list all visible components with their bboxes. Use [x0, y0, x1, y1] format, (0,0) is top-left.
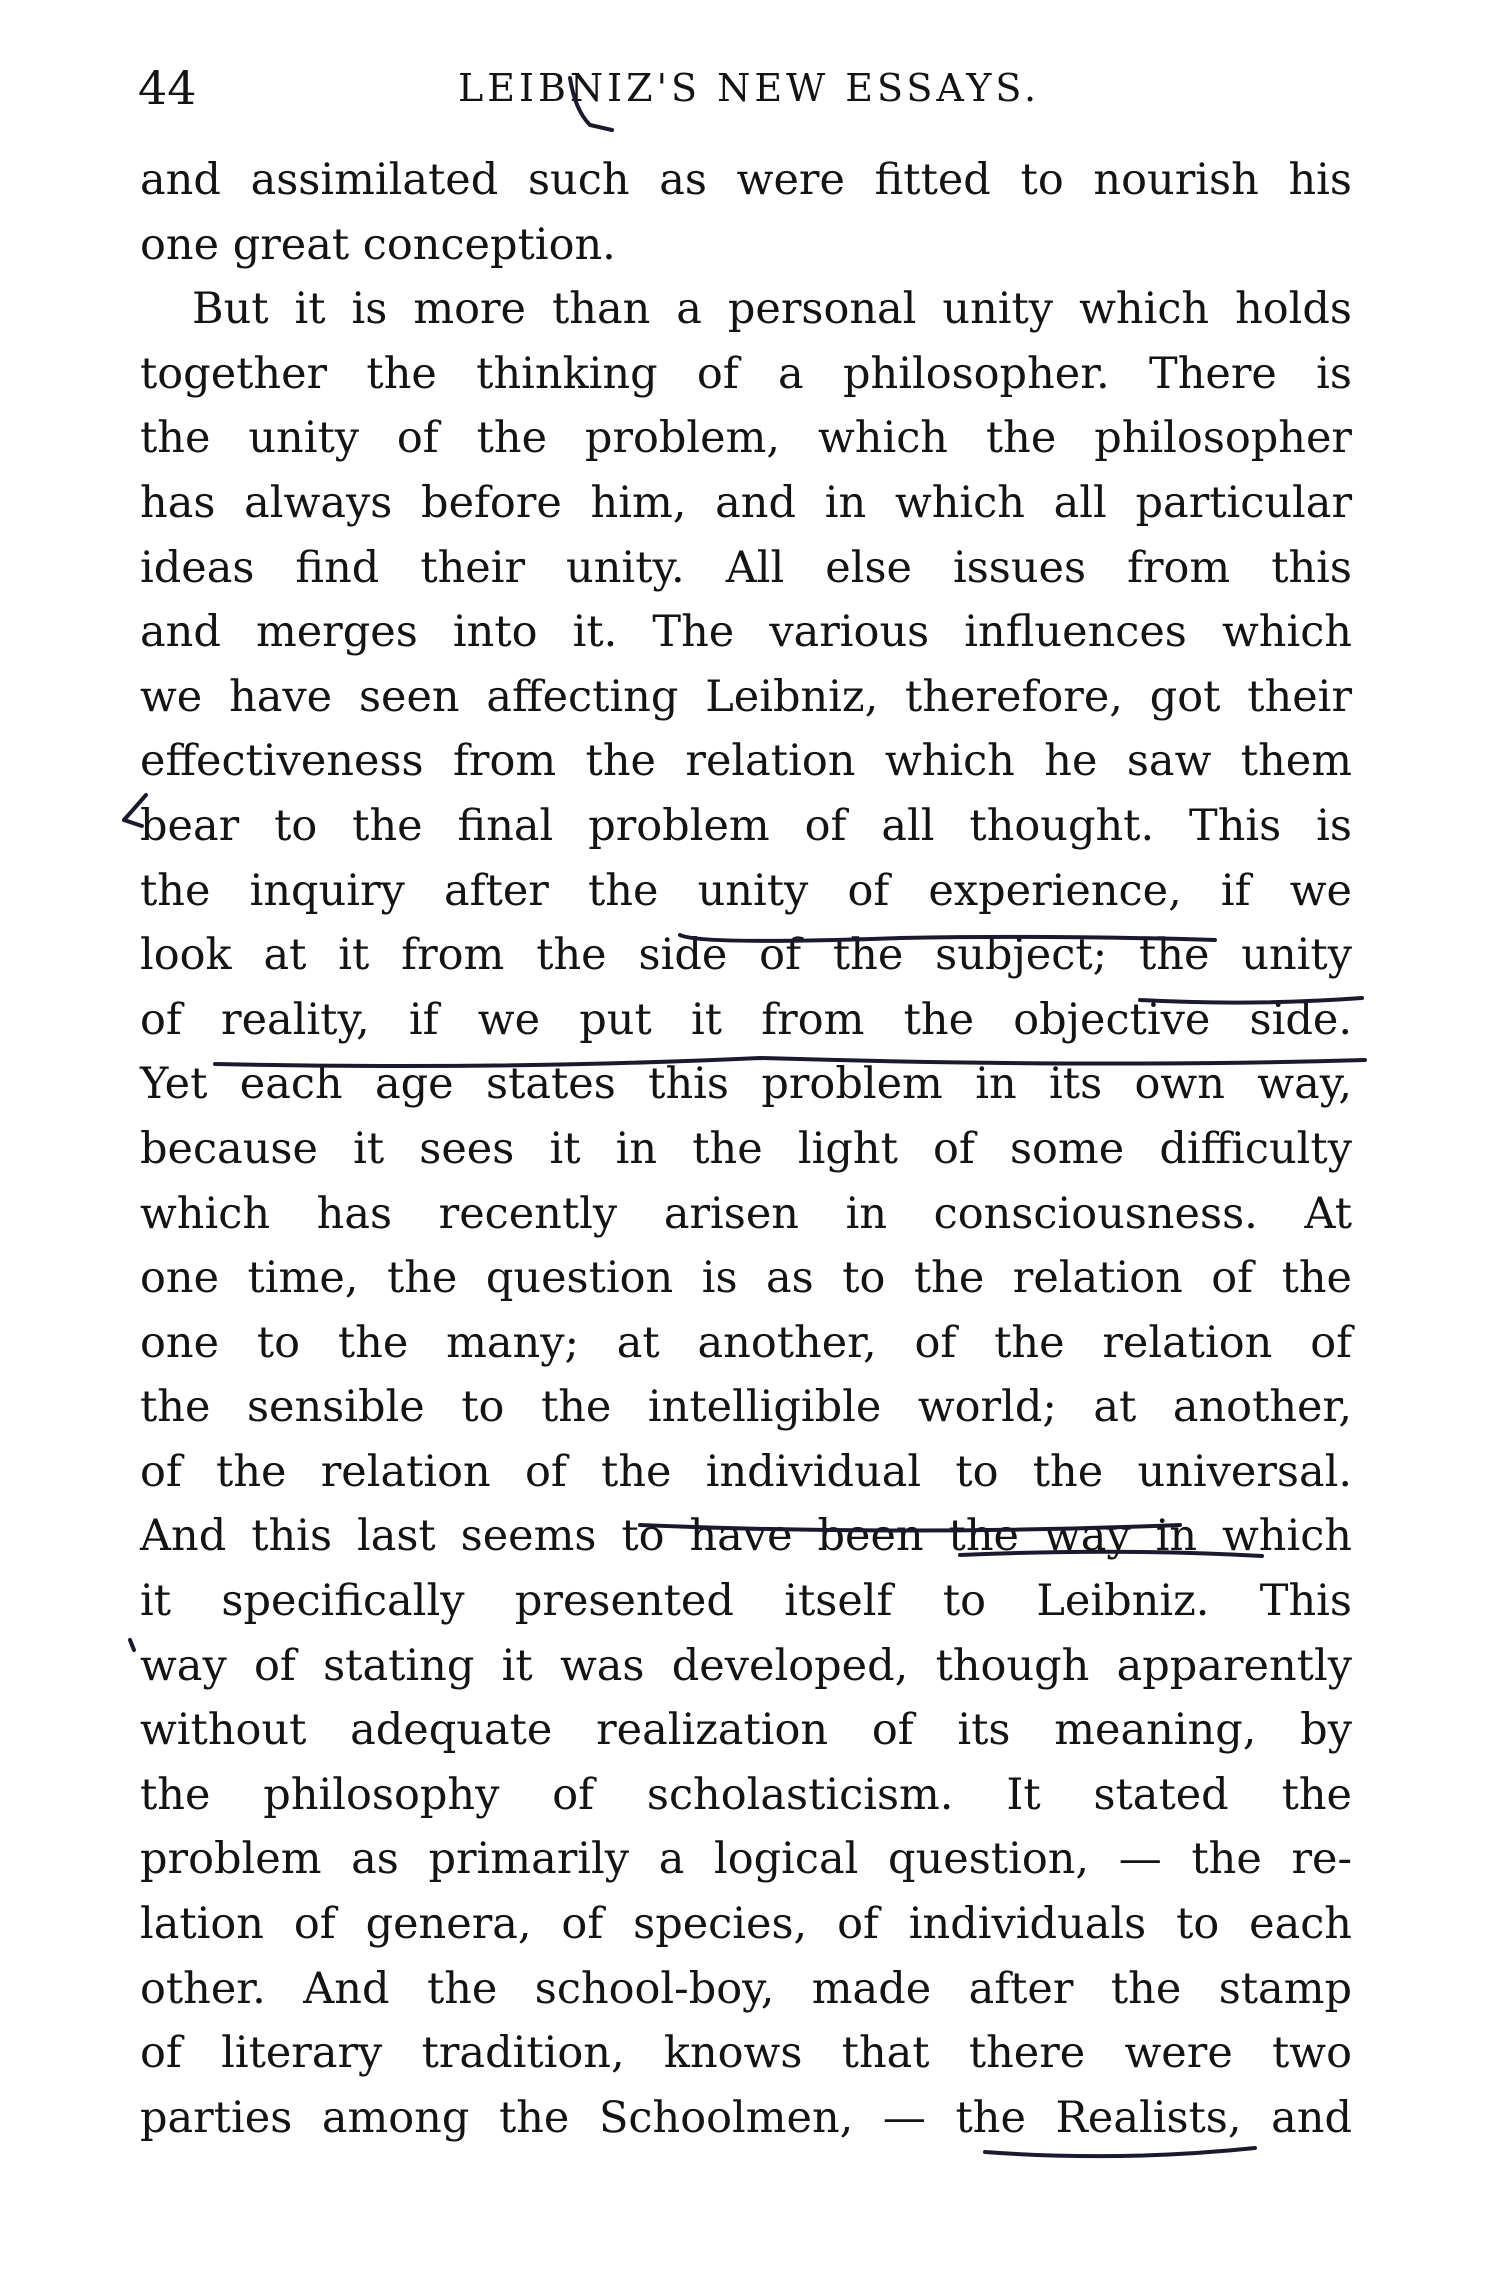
text-line: without adequate realization of its meaning, by [140, 1705, 1352, 1756]
text-line: one to the many; at another, of the relation of [140, 1317, 1352, 1368]
running-title: LEIBNIZ'S NEW ESSAYS. [458, 66, 1041, 110]
text-line: Yet each age states this problem in its own way, [140, 1059, 1352, 1110]
text-line: it specifically presented itself to Leibniz. This [140, 1576, 1352, 1627]
text-line: bear to the final problem of all thought. This is [140, 800, 1352, 851]
page-header [138, 58, 1352, 118]
text-line: because it sees it in the light of some difficulty [140, 1123, 1352, 1174]
paragraph [140, 148, 1352, 277]
text-line: one great conception. [140, 219, 616, 270]
text-line: other. And the school-boy, made after the stamp [140, 1963, 1352, 2014]
text-line: has always before him, and in which all particular [140, 477, 1352, 528]
text-line: And this last seems to have been the way in which [140, 1511, 1352, 1562]
text-line: way of stating it was developed, though apparently [140, 1640, 1352, 1691]
text-line: of the relation of the individual to the universal. [140, 1446, 1352, 1497]
text-line: and merges into it. The various influences which [140, 607, 1352, 658]
text-line: lation of genera, of species, of individuals to each [140, 1899, 1352, 1950]
paragraph [140, 277, 1352, 2150]
text-line: But it is more than a personal unity which holds [192, 284, 1352, 335]
text-line: we have seen affecting Leibniz, therefore, got their [140, 671, 1352, 722]
text-line: one time, the question is as to the relation of the [140, 1253, 1352, 1304]
text-line: the philosophy of scholasticism. It stated the [140, 1769, 1352, 1820]
body-text [140, 148, 1352, 2150]
text-line: the sensible to the intelligible world; at another, [140, 1382, 1352, 1433]
text-line: problem as primarily a logical question, — the re- [140, 1834, 1352, 1885]
page-number: 44 [138, 61, 197, 115]
pen-margin-tick [130, 1640, 134, 1650]
text-line: look at it from the side of the subject; the unity [140, 930, 1352, 981]
text-line: which has recently arisen in consciousness. At [140, 1188, 1352, 1239]
text-line: of literary tradition, knows that there were two [140, 2028, 1352, 2079]
text-line: effectiveness from the relation which he saw them [140, 736, 1352, 787]
text-line: and assimilated such as were fitted to nourish his [140, 155, 1352, 205]
text-line: together the thinking of a philosopher. There is [140, 348, 1352, 399]
text-line: of reality, if we put it from the objective side. [140, 994, 1352, 1045]
text-line: the unity of the problem, which the philosopher [140, 413, 1352, 464]
text-line: the inquiry after the unity of experience, if we [140, 865, 1352, 916]
text-line: ideas find their unity. All else issues from this [140, 542, 1352, 593]
text-line: parties among the Schoolmen, — the Realists, and [140, 2092, 1352, 2143]
